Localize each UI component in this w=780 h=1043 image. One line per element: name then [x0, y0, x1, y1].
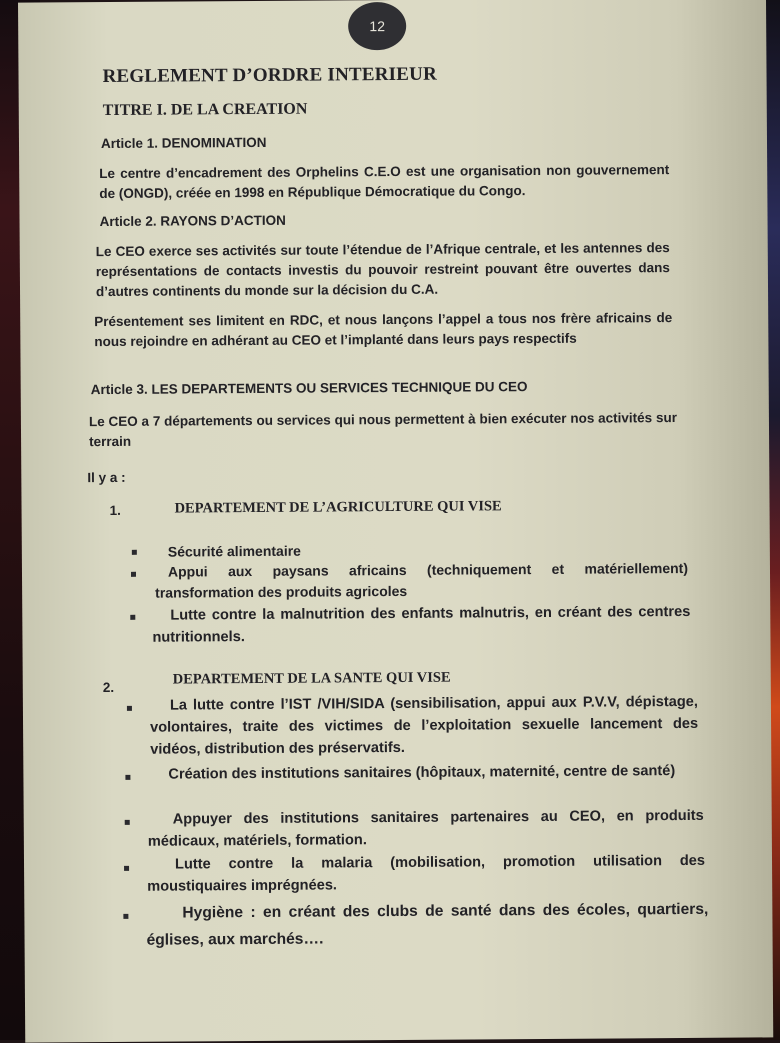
- department-2-item-5: Hygiène : en créant des clubs de santé dans des écoles, quartiers, églises, aux marchés….: [146, 900, 709, 949]
- article-2-text-2: Présentement ses limitent en RDC, et nous lançons l’appel a tous nos frère africains de nous rejoindre en adhérant au CEO et l’implanté dans leurs pays respectifs: [94, 310, 673, 350]
- department-1-title: DEPARTEMENT DE L’AGRICULTURE QUI VISE: [174, 498, 502, 517]
- article-1-text: Le centre d’encadrement des Orphelins C.E.O est une organisation non gouvernement de (ONGD), créée en 1998 en République Démocratique du Congo.: [99, 162, 670, 202]
- department-1-item-2: Appui aux paysans africains (techniquement et matériellement) transformation des produits agricoles: [155, 559, 689, 601]
- department-2-item-3: Appuyer des institutions sanitaires partenaires au CEO, en produits médicaux, matériels, formation.: [147, 807, 704, 850]
- department-2-item-4: Lutte contre la malaria (mobilisation, promotion utilisation des moustiquaires imprégnées.: [147, 852, 706, 895]
- article-3-text: Le CEO a 7 départements ou services qui nous permettent à bien exécuter nos activités sur terrain: [88, 410, 677, 450]
- department-2-item-1: La lutte contre l’IST /VIH/SIDA (sensibilisation, appui aux P.V.V, dépistage, volontaires, traite des victimes de l’exploitation sexuelle lancement des vidéos, distribution des préservatifs.: [150, 693, 699, 758]
- bullet-icon: [131, 572, 136, 577]
- department-1-item-1: Sécurité alimentaire: [167, 542, 301, 560]
- bullet-icon: [123, 914, 128, 919]
- department-2-item-2: Création des institutions sanitaires (hôpitaux, maternité, centre de santé): [168, 763, 676, 783]
- article-3-heading: Article 3. LES DEPARTEMENTS OU SERVICES TECHNIQUE DU CEO: [90, 379, 528, 398]
- page-number-badge: 12: [348, 2, 406, 50]
- bullet-icon: [132, 550, 137, 555]
- department-2-title: DEPARTEMENT DE LA SANTE QUI VISE: [172, 669, 451, 688]
- bullet-icon: [124, 866, 129, 871]
- department-1-item-3: Lutte contre la malnutrition des enfants malnutris, en créant des centres nutritionnels.: [152, 603, 691, 646]
- article-2-heading: Article 2. RAYONS D’ACTION: [99, 212, 286, 230]
- document-title: REGLEMENT D’ORDRE INTERIEUR: [102, 63, 438, 88]
- bullet-icon: [125, 775, 130, 780]
- section-title: TITRE I. DE LA CREATION: [102, 100, 308, 120]
- bullet-icon: [127, 706, 132, 711]
- department-2-number: 2.: [102, 679, 115, 696]
- bullet-icon: [125, 820, 130, 825]
- department-1-number: 1.: [109, 502, 121, 518]
- document-page: [18, 0, 773, 1043]
- article-1-heading: Article 1. DENOMINATION: [100, 134, 267, 152]
- bullet-icon: [130, 615, 135, 620]
- article-3-intro: Il y a :: [87, 469, 126, 486]
- article-2-text: Le CEO exerce ses activités sur toute l’étendue de l’Afrique centrale, et les antennes des représentations de contacts investis du pouvoir restreint pouvant être ouvertes dans d’autres continents du monde sur la décision du C.A.: [95, 240, 670, 300]
